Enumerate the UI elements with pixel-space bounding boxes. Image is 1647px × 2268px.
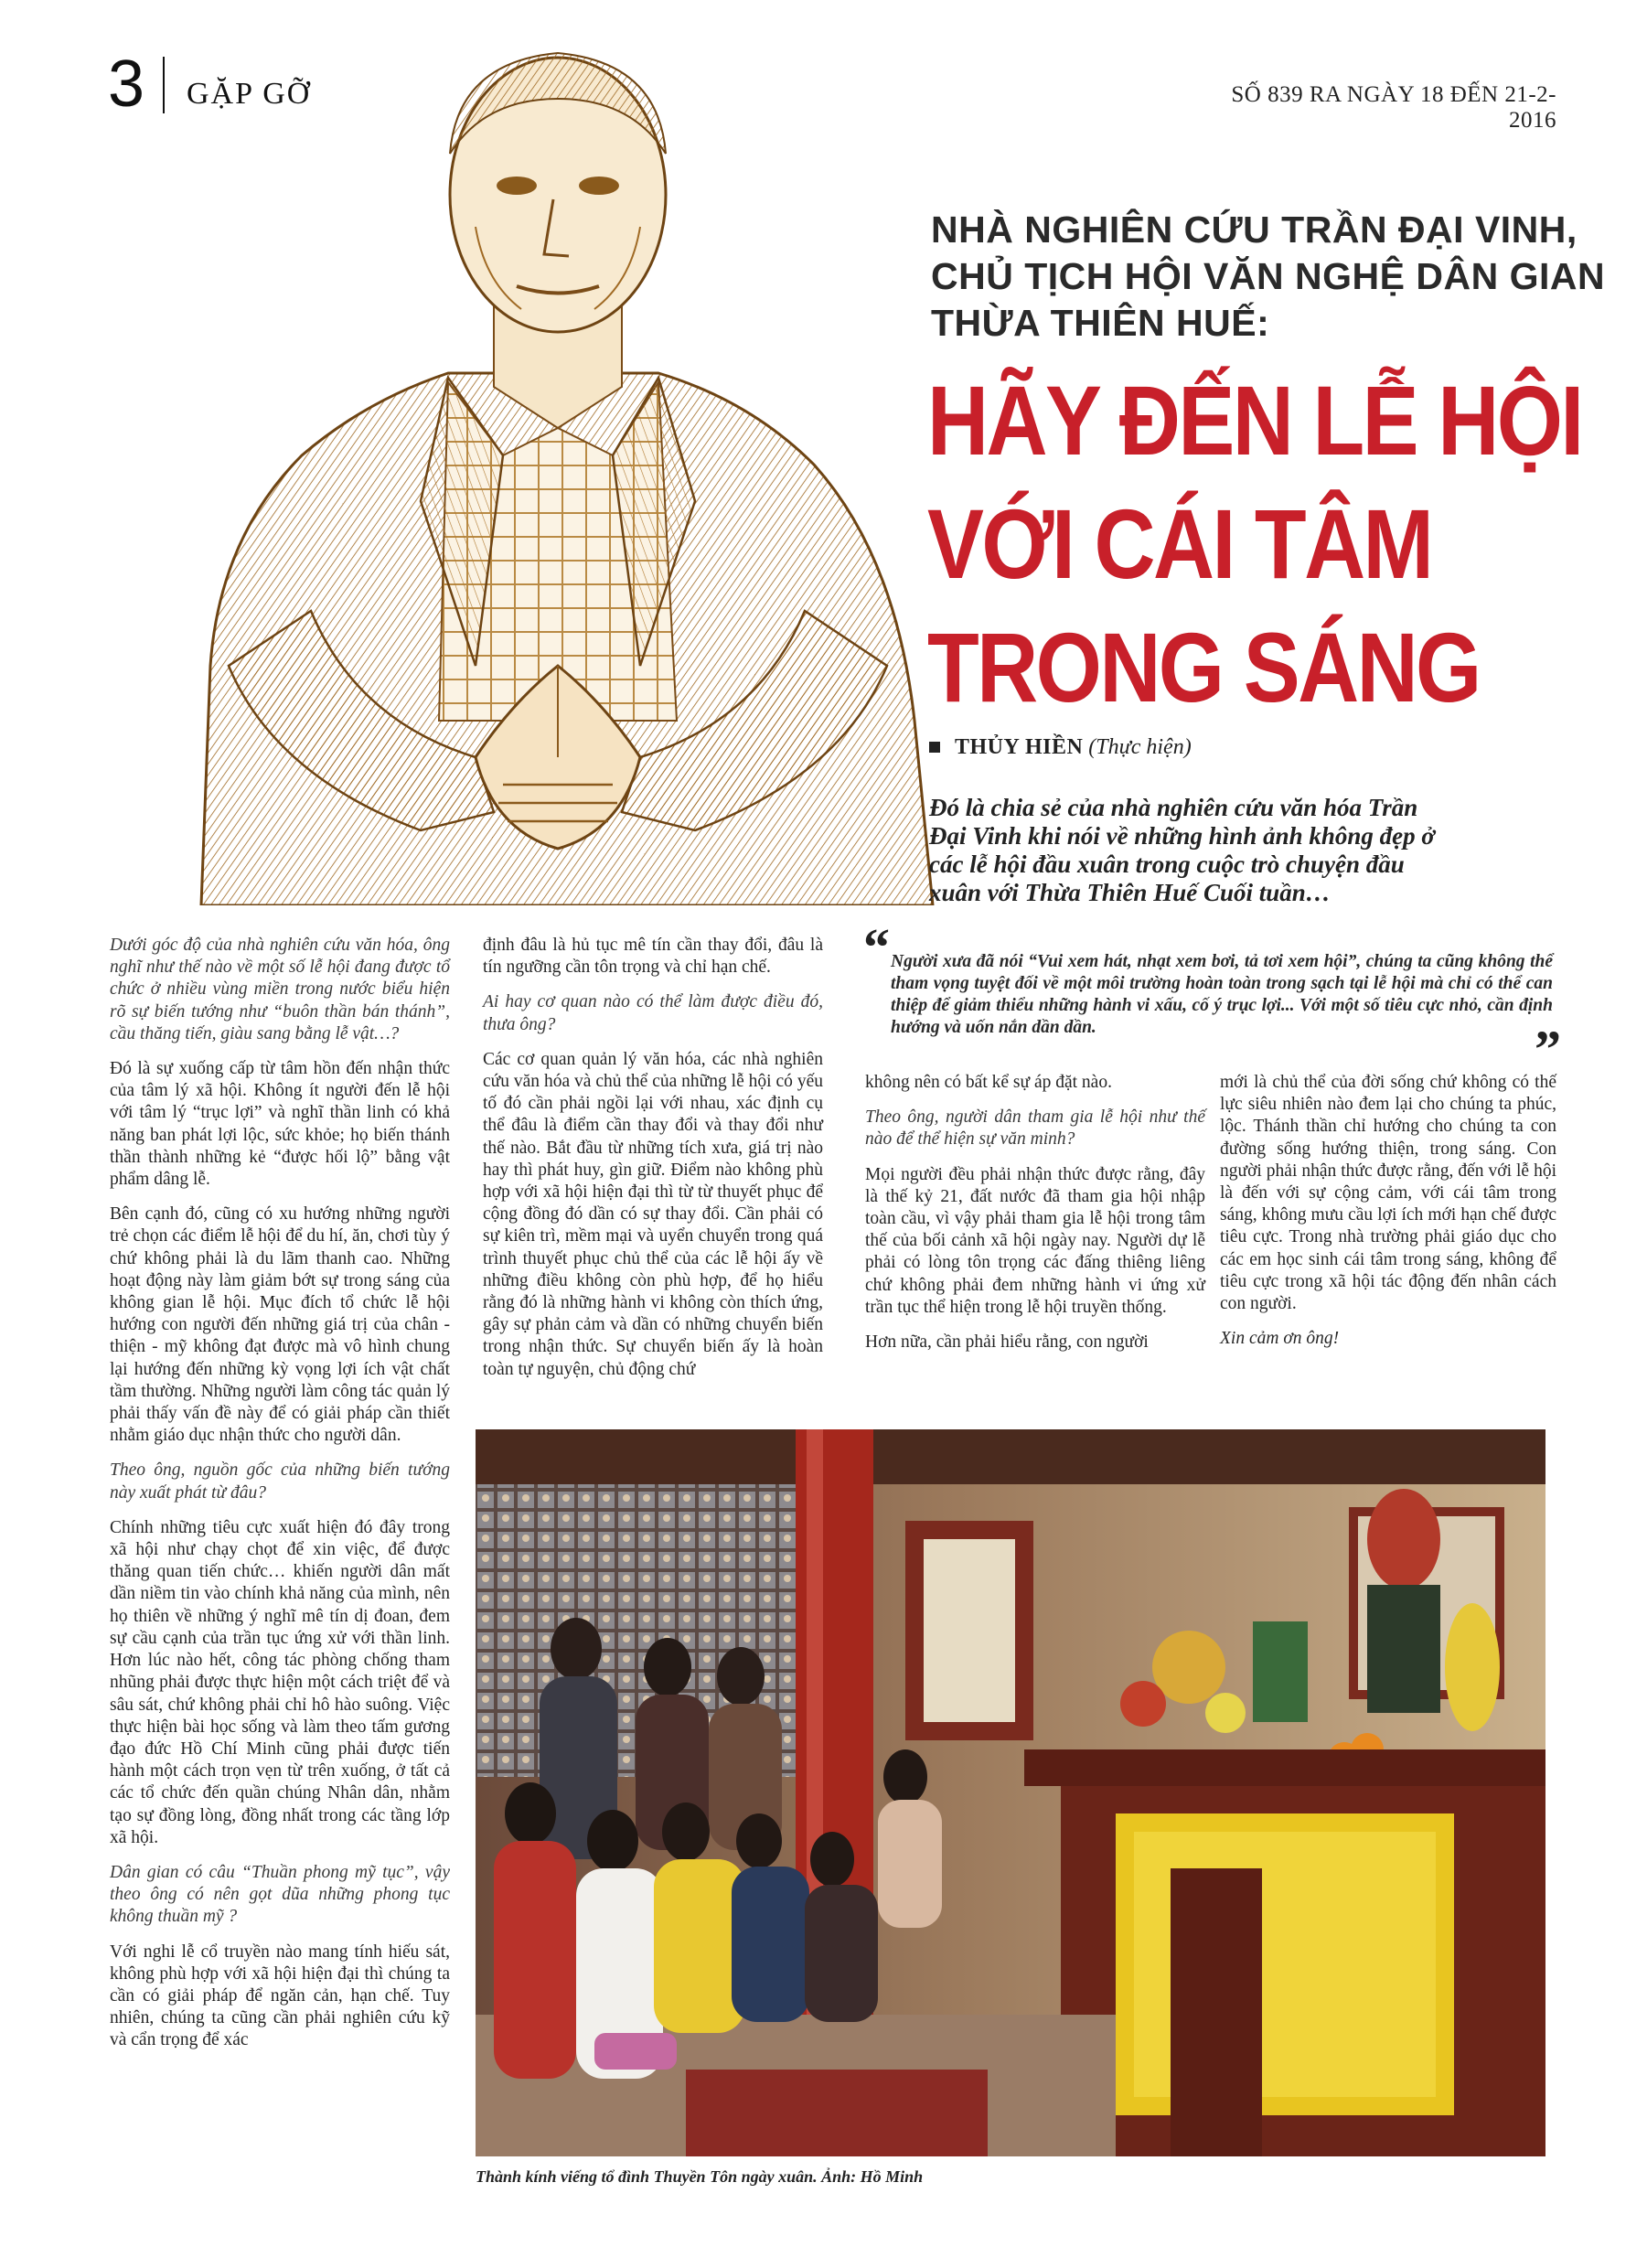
article-lead: Đó là chia sẻ của nhà nghiên cứu văn hóa Trần Đại Vinh khi nói về những hình ảnh không đẹp ở các lễ hội đầu xuân trong cuộc trò chuyện đầu xuân với Thừa Thiên Huế Cuối tuần… [929,794,1435,906]
column-1 [110,935,450,2065]
byline [929,735,1192,760]
paragraph: định đâu là hủ tục mê tín cần thay đổi, đâu là tín ngưỡng cần tôn trọng và chỉ hạn chế. [483,936,823,978]
interview-question: Theo ông, người dân tham gia lễ hội như thế nào để thể hiện sự văn minh? [865,1107,1205,1150]
kicker-line: CHỦ TỊCH HỘI VĂN NGHỆ DÂN GIAN [931,255,1606,297]
author-name: THỦY HIỀN [955,735,1084,759]
open-quote-icon: “ [863,917,890,977]
close-quote-icon: ” [1535,1020,1561,1079]
photo-caption: Thành kính viếng tổ đình Thuyền Tôn ngày xuân. Ảnh: Hồ Minh [476,2167,924,2186]
paragraph: Bên cạnh đó, cũng có xu hướng những người trẻ chọn các điểm lễ hội để du hí, ăn, chơi tùy ý chứ không phải là du lãm thanh cao. Những hoạt động này làm giảm bớt sự trong sáng của không gian lễ hội. Mục đích tổ chức lễ hội hướng con người đến những giá trị của chân - thiện - mỹ không đạt được mà vô hình chung lại hướng đến những kỳ vọng lợi ích vật chất tầm thường. Những người làm công tác quản lý phải thấy vấn đề này để có giải pháp cần thiết nhằm giáo dục nhận thức cho người dân. [110,1204,450,1446]
column-3 [865,1072,1205,1366]
pull-quote-text: Người xưa đã nói “Vui xem hát, nhạt xem bơi, tả tơi xem hội”, chúng ta cũng không thể tham vọng tuyệt đối về một môi trường hoàn toàn trong sạch tại lễ hội mà chỉ có thể can thiệp để giảm thiểu những hành vi xấu, cố ý trục lợi... Với một số tiêu cực nhỏ, cần định hướng và uốn nắn dần dần. [891,952,1553,1037]
paragraph: Các cơ quan quản lý văn hóa, các nhà nghiên cứu văn hóa và chủ thể của những lễ hội có yếu tố đó cần phải ngồi lại với nhau, xác định cụ thể đâu là điểm cần thay đổi và thay đổi như thế nào. Bắt đầu từ những tích xưa, giá trị nào hay thì phát huy, gìn giữ. Điểm nào không phù hợp với xã hội hiện đại thì từ từ thuyết phục để cộng đồng đó dần có sự thay đổi. Cần phải có sự kiên trì, mềm mại và uyển chuyển trong quá trình thuyết phục chủ thể của các lễ hội ấy về những điều không còn phù hợp, để họ hiểu rằng đó là những hành vi không còn thích ứng, gây sự phản cảm và dần có những chuyển biến trong nhận thức. Sự chuyển biến ấy là hoàn toàn tự nguyện, chủ động chứ [483,1049,823,1379]
paragraph: không nên có bất kể sự áp đặt nào. [865,1073,1112,1092]
headline-line: HÃY ĐẾN LỄ HỘI [927,365,1582,476]
column-2 [483,935,823,1394]
page-number: 3 [108,48,145,121]
section-name: GẶP GỠ [187,77,312,111]
article-kicker [931,207,1606,347]
interview-question: Dưới góc độ của nhà nghiên cứu văn hóa, ông nghĩ như thế nào về một số lễ hội đang được tổ chức ở nhiều vùng miền trong nước biểu hiện rõ sự biến tướng như “buôn thần bán thánh”, cầu thăng tiến, giàu sang bằng lễ vật…? [110,936,450,1043]
interview-question: Theo ông, nguồn gốc của những biến tướng này xuất phát từ đâu? [110,1460,450,1503]
kicker-line: NHÀ NGHIÊN CỨU TRẦN ĐẠI VINH, [931,209,1577,251]
interview-question: Ai hay cơ quan nào có thể làm được điều đó, thưa ông? [483,992,823,1034]
article-headline [927,358,1582,729]
kicker-line: THỪA THIÊN HUẾ: [931,302,1270,344]
paragraph: Với nghi lễ cổ truyền nào mang tính hiếu sát, không phù hợp với xã hội hiện đại thì chúng ta cần có giải pháp để ngăn cản, hạn chế. Tuy nhiên, chúng ta cũng cần phải nghiên cứu kỹ và cẩn trọng để xác [110,1942,450,2050]
paragraph: Đó là sự xuống cấp từ tâm hồn đến nhận thức của tâm lý xã hội. Không ít người đến lễ hội với tâm lý “trục lợi” và nghĩ thần linh có khả năng ban phát lợi lộc, sức khỏe; họ biến thánh thần thành những kẻ “được hối lộ” bằng vật phẩm dâng lễ. [110,1059,450,1190]
issue-date: SỐ 839 RA NGÀY 18 ĐẾN 21-2-2016 [1231,82,1556,133]
paragraph: Hơn nữa, cần phải hiểu rằng, con người [865,1332,1149,1353]
interview-question: Dân gian có câu “Thuần phong mỹ tục”, vậy theo ông có nên gọt dũa những phong tục không thuần mỹ ? [110,1862,450,1927]
headline-line: TRONG SÁNG [927,612,1480,722]
bullet-square-icon [929,742,940,753]
paragraph: Chính những tiêu cực xuất hiện đó đây trong xã hội như chạy chọt để xin việc, để được thăng quan tiến chức… khiến người dân mất dần niềm tin vào chính khả năng của mình, nên họ thiên về những ý nghĩ mê tín dị đoan, đem sự cầu cạnh của trần tục ứng xử với thần linh. Hơn lúc nào hết, công tác phòng chống tham nhũng phải được thực hiện một cách triệt để và sâu sát, chứ không phải chỉ hô hào suông. Việc thực hiện bài học sống và làm theo tấm gương đạo đức Hồ Chí Minh cũng phải được tiến hành một cách trọn vẹn từ trên xuống, ở tất cả các tổ chức đến quần chúng Nhân dân, nhằm tạo sự đồng lòng, đồng nhất trong các tầng lớp xã hội. [110,1517,450,1847]
closing-thanks: Xin cảm ơn ông! [1220,1329,1340,1349]
temple-photo [476,1429,1545,2156]
pull-quote [863,917,1561,1079]
column-4 [1220,1072,1556,1363]
headline-line: VỚI CÁI TÂM [927,488,1432,599]
author-role: (Thực hiện) [1088,735,1192,759]
portrait-illustration [146,26,942,905]
paragraph: mới là chủ thể của đời sống chứ không có thế lực siêu nhiên nào đem lại cho chúng ta phúc, lộc. Thánh thần chỉ hướng cho chúng ta con đường sống hướng thiện, trong sáng. Con người phải nhận thức được rằng, đến với lễ hội là đến với sự cộng cảm, với cái tâm trong sáng, không mưu cầu lợi ích mới hạn chế được tiêu cực. Trong nhà trường phải giáo dục cho các em học sinh cái tâm trong sáng, không để tiêu cực trong xã hội tác động đến nhân cách con người. [1220,1073,1556,1314]
paragraph: Mọi người đều phải nhận thức được rằng, đây là thế kỷ 21, đất nước đã tham gia hội nhập toàn cầu, vì vậy phải tham gia lễ hội trong tâm thế của bối cảnh xã hội ngày nay. Người dự lễ phải có lòng tôn trọng các đấng thiêng liêng chứ không phải đem những hành vi ứng xử trần tục thể hiện trong lễ hội truyền thống. [865,1164,1205,1317]
